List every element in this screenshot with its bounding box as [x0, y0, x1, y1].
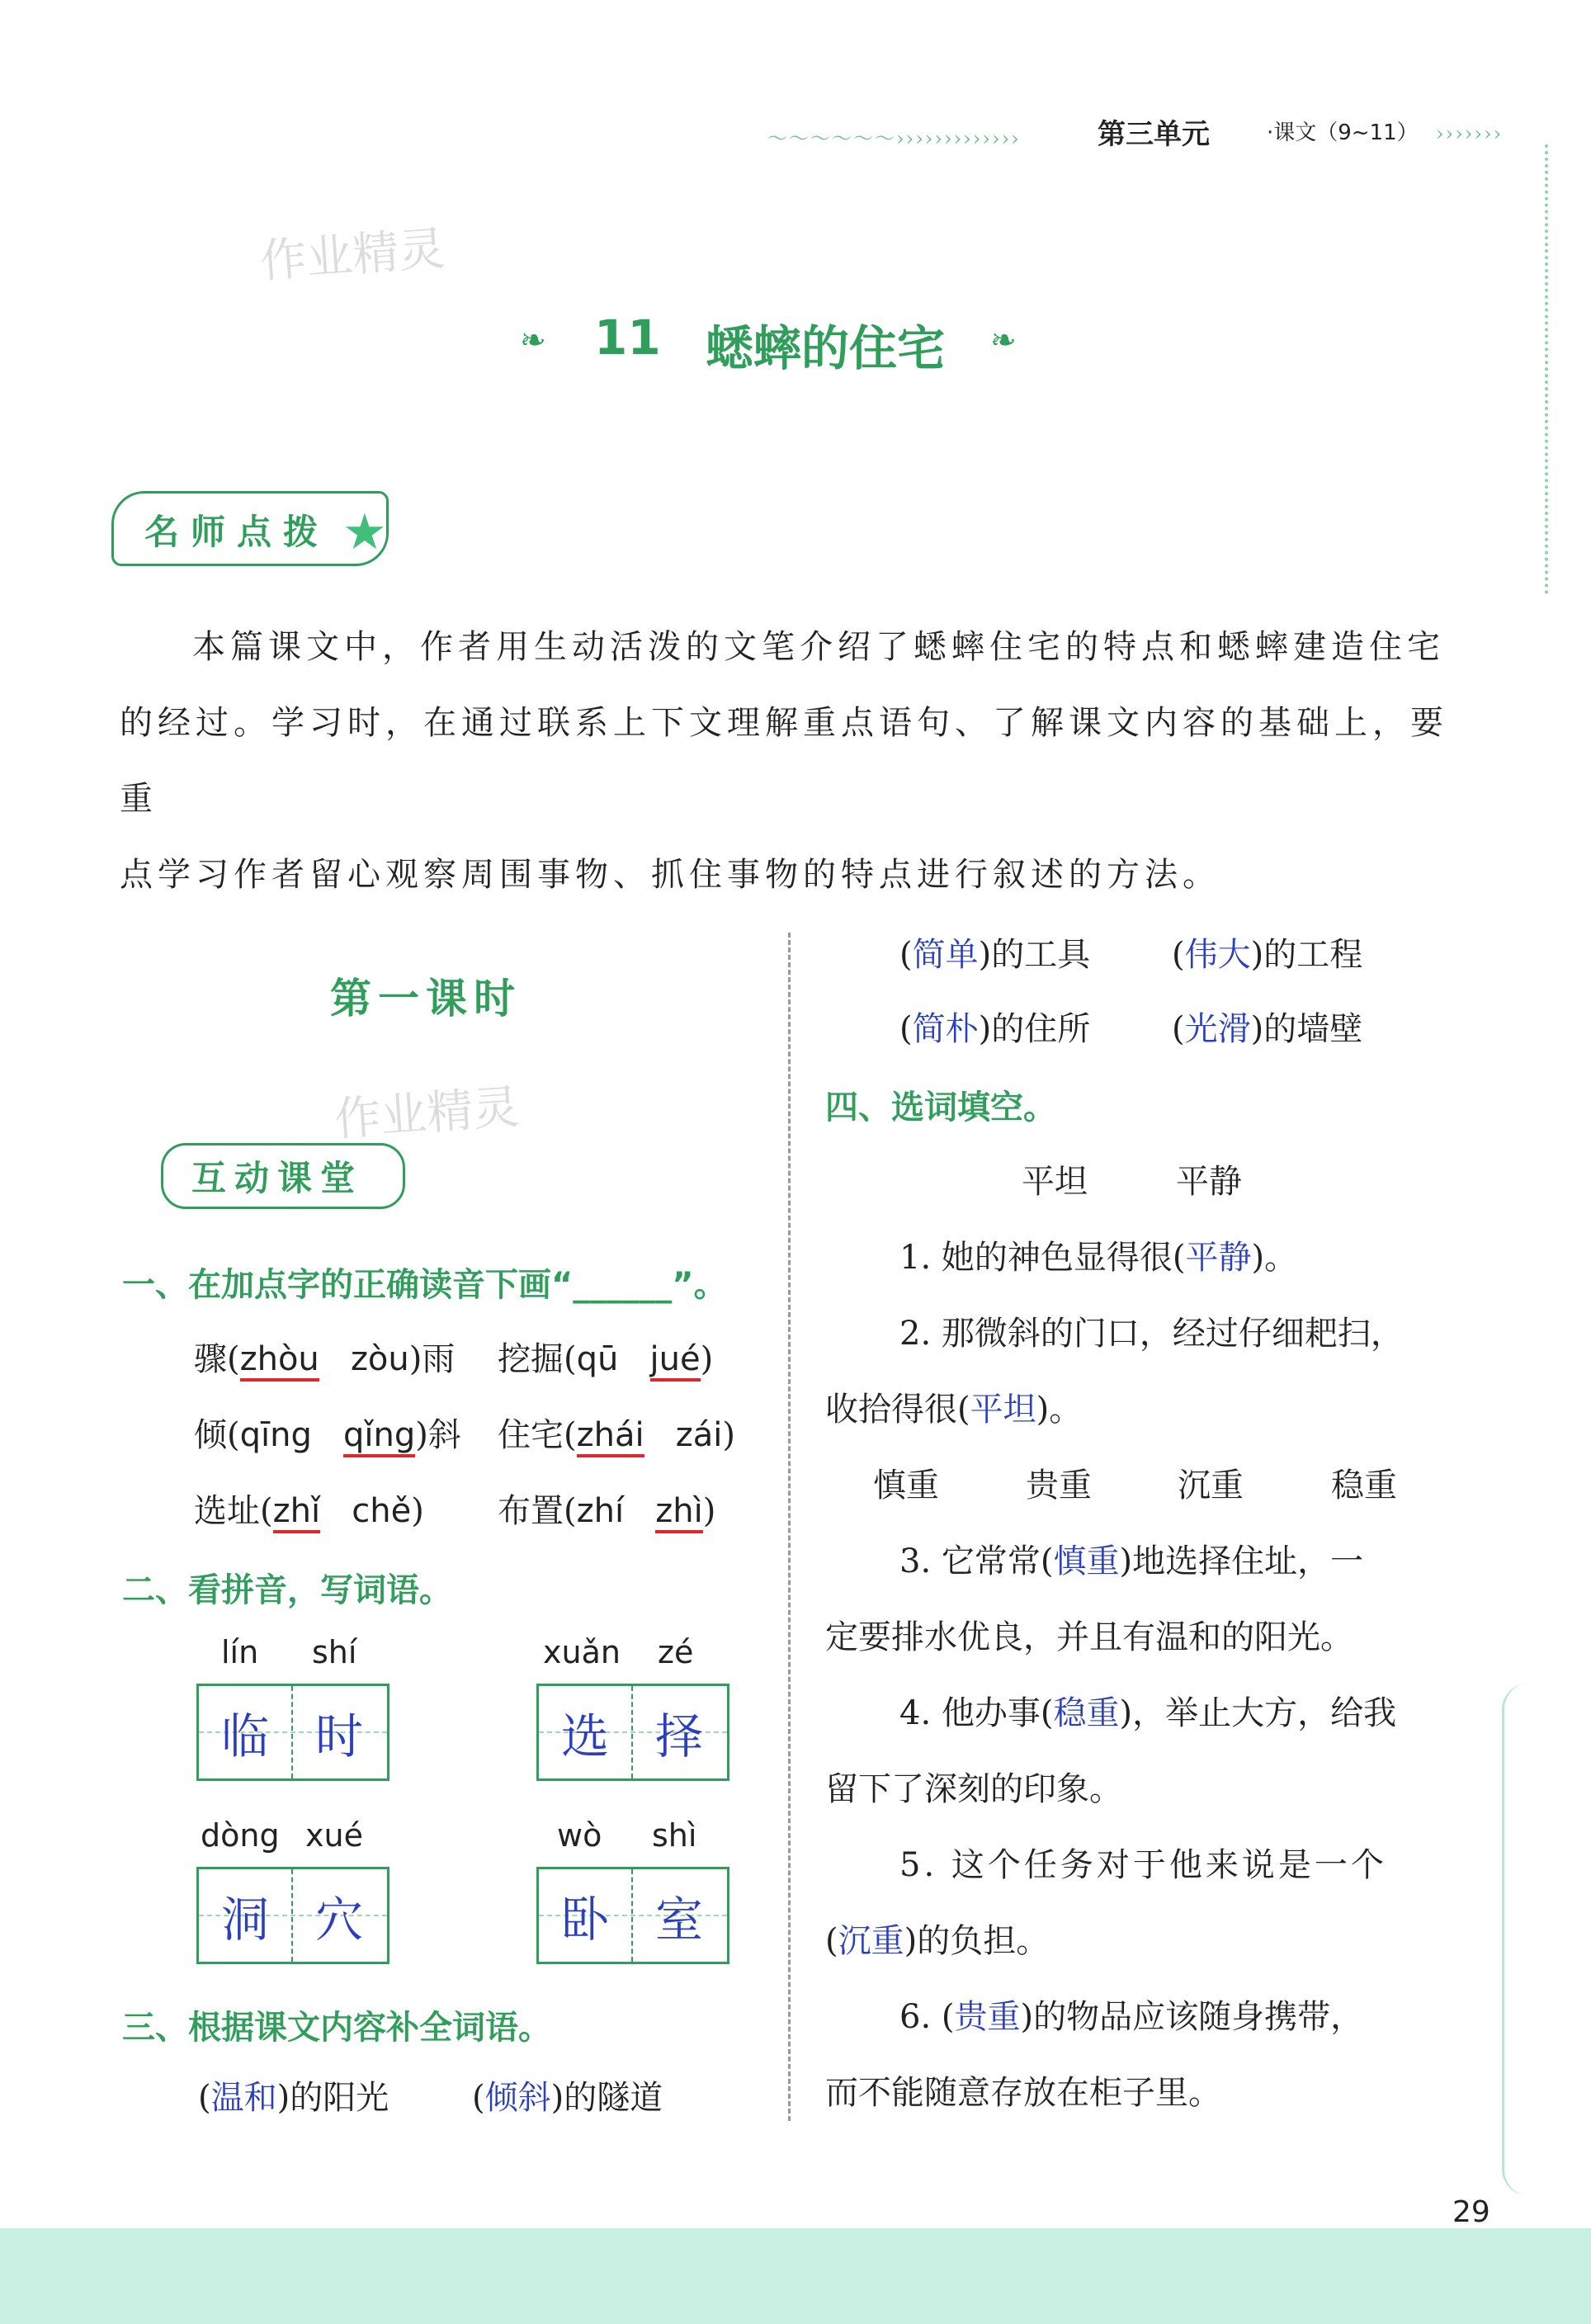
grid-char: 时	[314, 1708, 363, 1764]
q3-item: (温和)的阳光	[198, 2079, 389, 2117]
q2-pinyin: wò	[557, 1817, 602, 1854]
word-choice: 沉重	[1178, 1467, 1244, 1504]
q4-sentence: (沉重)的负担。	[825, 1922, 1050, 1960]
q4-sentence: 5. 这个任务对于他来说是一个	[899, 1846, 1387, 1884]
title-leaf-icon: ❧	[520, 322, 546, 358]
q3-heading: 三、根据课文内容补全词语。	[122, 2009, 551, 2047]
q4-sentence: 4. 他办事(稳重)，举止大方，给我	[899, 1694, 1397, 1732]
star-icon: ★	[342, 503, 387, 561]
pinyin-option: zòu	[350, 1340, 409, 1378]
q2-pinyin: shì	[652, 1817, 697, 1854]
pinyin-correct: zhòu	[240, 1340, 319, 1382]
answer: 贵重	[954, 1998, 1021, 2036]
q4-sentence: 定要排水优良，并且有温和的阳光。	[825, 1618, 1353, 1656]
pinyin-option: qū	[576, 1340, 619, 1378]
q2-pinyin: xué	[305, 1817, 363, 1854]
answer: 温和	[210, 2079, 277, 2117]
q3-item: (倾斜)的隧道	[472, 2079, 663, 2117]
q2-pinyin: xuǎn	[543, 1634, 621, 1670]
tip-line: 的经过。学习时，在通过联系上下文理解重点语句、了解课文内容的基础上，要重	[120, 704, 1448, 818]
answer: 沉重	[838, 1922, 904, 1960]
q1-heading: 一、在加点字的正确读音下画“______”。	[122, 1266, 727, 1304]
q3-item: (光滑)的墙壁	[1172, 1010, 1363, 1048]
pinyin-correct: zhǐ	[273, 1492, 320, 1533]
grid-char: 临	[199, 1686, 293, 1778]
answer: 光滑	[1184, 1010, 1251, 1048]
lesson-number: 11	[594, 309, 661, 366]
grid-char: 室	[654, 1892, 703, 1948]
q2-pinyin: dòng	[201, 1817, 280, 1854]
q1-item: 住宅(zhái zái)	[498, 1409, 735, 1456]
grid-char: 洞	[199, 1869, 293, 1962]
title-leaf-icon: ❧	[990, 322, 1017, 358]
unit-title: 第三单元	[1098, 118, 1210, 151]
pinyin-correct: zhì	[655, 1492, 702, 1533]
character-grid	[196, 1684, 389, 1781]
watermark: 作业精灵	[258, 222, 447, 289]
character-grid	[536, 1684, 729, 1781]
pinyin-option: zái	[675, 1416, 723, 1454]
answer: 慎重	[1053, 1542, 1120, 1580]
q4-sentence: 而不能随意存放在柜子里。	[825, 2074, 1221, 2112]
character-grid	[196, 1867, 389, 1964]
tip-label: 名师点拨	[144, 512, 330, 552]
grid-char: 选	[539, 1686, 633, 1778]
q3-item: (简单)的工具	[899, 936, 1091, 974]
answer: 稳重	[1053, 1694, 1120, 1732]
tip-line: 点学习作者留心观察周围事物、抓住事物的特点进行叙述的方法。	[120, 856, 1220, 894]
q4-sentence: 2. 那微斜的门口，经过仔细耙扫，	[899, 1315, 1404, 1353]
word-choice: 平坦	[1022, 1163, 1088, 1201]
grid-char: 穴	[314, 1892, 363, 1948]
footer-band	[0, 2228, 1591, 2324]
answer: 简朴	[912, 1010, 979, 1048]
q4-heading: 四、选词填空。	[825, 1089, 1056, 1127]
q4-sentence: 1. 她的神色显得很(平静)。	[899, 1239, 1298, 1277]
q4-sentence: 留下了深刻的印象。	[825, 1770, 1122, 1808]
watermark: 作业精灵	[333, 1080, 522, 1147]
grid-char: 择	[654, 1708, 703, 1764]
period-title: 第一课时	[330, 975, 522, 1023]
word-choice: 慎重	[873, 1467, 939, 1504]
header-decoration-right: ›››››››	[1436, 122, 1504, 145]
interactive-label: 互动课堂	[191, 1158, 364, 1198]
q1-item: 挖掘(qū jué)	[498, 1333, 713, 1380]
column-divider	[788, 933, 791, 2121]
lesson-title: 蟋蟀的住宅	[706, 320, 946, 376]
q1-item: 倾(qīng qǐng)斜	[194, 1409, 461, 1456]
q2-heading: 二、看拼音，写词语。	[122, 1571, 452, 1609]
q2-pinyin: zé	[658, 1634, 694, 1670]
q1-item: 布置(zhí zhì)	[498, 1485, 715, 1532]
q1-item: 选址(zhǐ chě)	[194, 1485, 424, 1532]
q1-item: 骤(zhòu zòu)雨	[194, 1333, 455, 1380]
q4-sentence: 收拾得很(平坦)。	[825, 1391, 1083, 1429]
q3-item: (简朴)的住所	[899, 1010, 1091, 1048]
q2-pinyin: lín	[221, 1634, 259, 1670]
page-number: 29	[1452, 2195, 1490, 2229]
answer: 平静	[1185, 1239, 1252, 1277]
answer: 简单	[912, 936, 979, 974]
answer: 平坦	[970, 1391, 1036, 1429]
header-decoration: ～～～～～～›››››››››››››	[767, 127, 1021, 150]
word-choice: 平静	[1176, 1163, 1242, 1201]
q4-sentence: 3. 它常常(慎重)地选择住址，一	[899, 1542, 1364, 1580]
pinyin-correct: jué	[650, 1340, 701, 1382]
pinyin-correct: zhái	[577, 1416, 644, 1457]
tip-paragraph	[120, 609, 1473, 913]
word-choice: 贵重	[1026, 1467, 1092, 1504]
unit-subtitle: ·课文（9~11）	[1267, 120, 1419, 145]
page-border-decoration	[1541, 144, 1548, 594]
character-grid	[536, 1867, 729, 1964]
answer: 伟大	[1184, 936, 1251, 974]
pinyin-correct: qǐng	[343, 1416, 415, 1457]
pinyin-option: qīng	[239, 1416, 312, 1454]
q3-item: (伟大)的工程	[1172, 936, 1363, 974]
answer: 倾斜	[484, 2079, 551, 2117]
pinyin-option: chě	[352, 1492, 412, 1530]
word-choice: 稳重	[1331, 1467, 1397, 1504]
pinyin-option: zhí	[576, 1492, 625, 1530]
q2-pinyin: shí	[312, 1634, 357, 1670]
grid-char: 卧	[539, 1869, 633, 1962]
q4-sentence: 6. (贵重)的物品应该随身携带，	[899, 1998, 1364, 2036]
vine-decoration	[1502, 1684, 1554, 2195]
tip-line: 本篇课文中，作者用生动活泼的文笔介绍了蟋蟀住宅的特点和蟋蟀建造住宅	[192, 628, 1445, 666]
